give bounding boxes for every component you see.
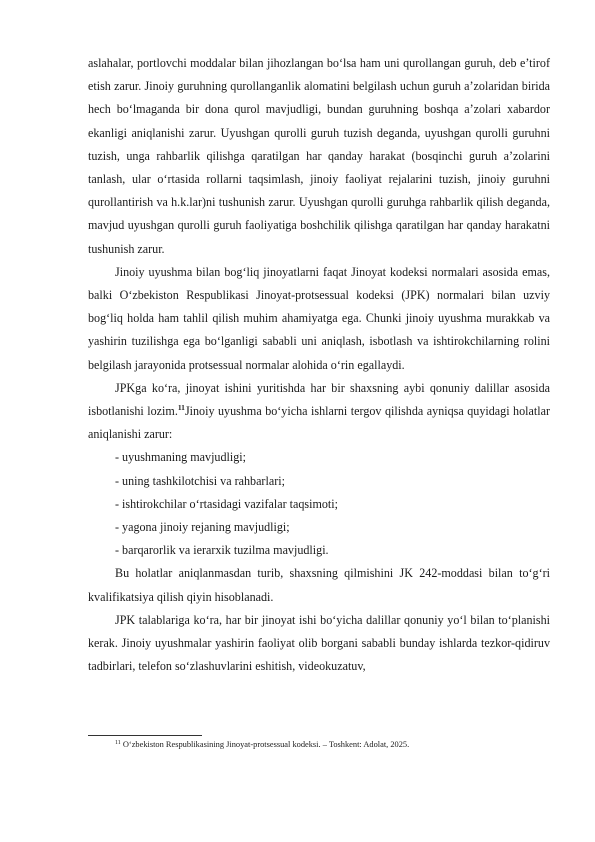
paragraph-criminal-association: Jinoiy uyushma bilan bog‘liq jinoyatlarni faqat Jinoyat kodeksi normalari asosida emas, balki O‘zbekiston Respublikasi Jinoyat-protsessual kodeksi (JPK) normalari bilan uzviy bog‘liq holda ham tahlil qilish muhim ahamiyatga ega. Chunki jinoiy uyushma murakkab va yashirin tuzilishga ega bo‘lganligi sababli uni aniqlash, isbotlash va ishtirokchilarning rolini belgilash jarayonida protsessual normalar alohida o‘rin egallaydi.	[88, 264, 550, 372]
paragraph-text-before-ref: JPKga ko‘ra, jinoyat ishini yuritishda har bir shaxsning aybi qonuniy dalillar asosida isbotlanishi lozim.	[88, 380, 550, 419]
document-body	[88, 52, 550, 678]
footnote-text: O‘zbekiston Respublikasining Jinoyat-protsessual kodeksi. – Toshkent: Adolat, 2025.	[122, 740, 410, 749]
paragraph-evidence-collection: JPK talablariga ko‘ra, har bir jinoyat ishi bo‘yicha dalillar qonuniy yo‘l bilan to‘planishi kerak. Jinoiy uyushmalar yashirin faoliyat olib borgani sababli bunday ishlarda tezkor-qidiruv tadbirlari, telefon so‘zlashuvlarini eshitish, videokuzatuv,	[88, 612, 550, 674]
paragraph-evidence-requirements	[88, 377, 550, 447]
list-item: - ishtirokchilar o‘rtasidagi vazifalar taqsimoti;	[115, 496, 338, 511]
paragraph-armed-group: aslahalar, portlovchi moddalar bilan jihozlangan bo‘lsa ham uni qurollangan guruh, deb e’tirof etish zarur. Jinoiy guruhning qurollanganlik alomatini belgilash uchun guruh a’zolaridan birida hech bo‘lmaganda bir dona qurol mavjudligi, bundan guruhning boshqa a’zolari xabardor ekanligi aniqlanishi zarur. Uyushgan qurolli guruh tuzish deganda, uyushgan qurolli guruhni tuzish, unga rahbarlik qilishga qaratilgan har qanday harakat (bosqinchi guruh a’zolarini tanlash, ular o‘rtasida rollarni taqsimlash, jinoiy faoliyat rejalarini tuzish, jinoiy guruhni qurollantirish va h.k.lar)ni tushunish zarur. Uyushgan qurolli guruhga rahbarlik qilish deganda, mavjud uyushgan qurolli guruh faoliyatiga boshchilik qilishga qaratilgan har qanday harakatni tushunish zarur.	[88, 56, 550, 256]
list-item: - uning tashkilotchisi va rahbarlari;	[115, 473, 285, 488]
paragraph-text-after-ref: Jinoiy uyushma bo‘yicha ishlarni tergov qilishda ayniqsa quyidagi holatlar aniqlanishi zarur:	[88, 404, 550, 442]
list-item: - uyushmaning mavjudligi;	[115, 450, 247, 465]
paragraph-qualification: Bu holatlar aniqlanmasdan turib, shaxsning qilmishini JK 242-moddasi bilan to‘g‘ri kvalifikatsiya qilish qiyin hisoblanadi.	[88, 566, 550, 604]
footnote-reference[interactable]: 11	[177, 403, 185, 413]
list-item: - barqarorlik va ierarxik tuzilma mavjudligi.	[115, 543, 329, 558]
footnote-number: 11	[115, 740, 121, 746]
list-item: - yagona jinoiy rejaning mavjudligi;	[115, 520, 290, 535]
footnote	[115, 739, 555, 751]
footnote-divider	[88, 735, 202, 736]
